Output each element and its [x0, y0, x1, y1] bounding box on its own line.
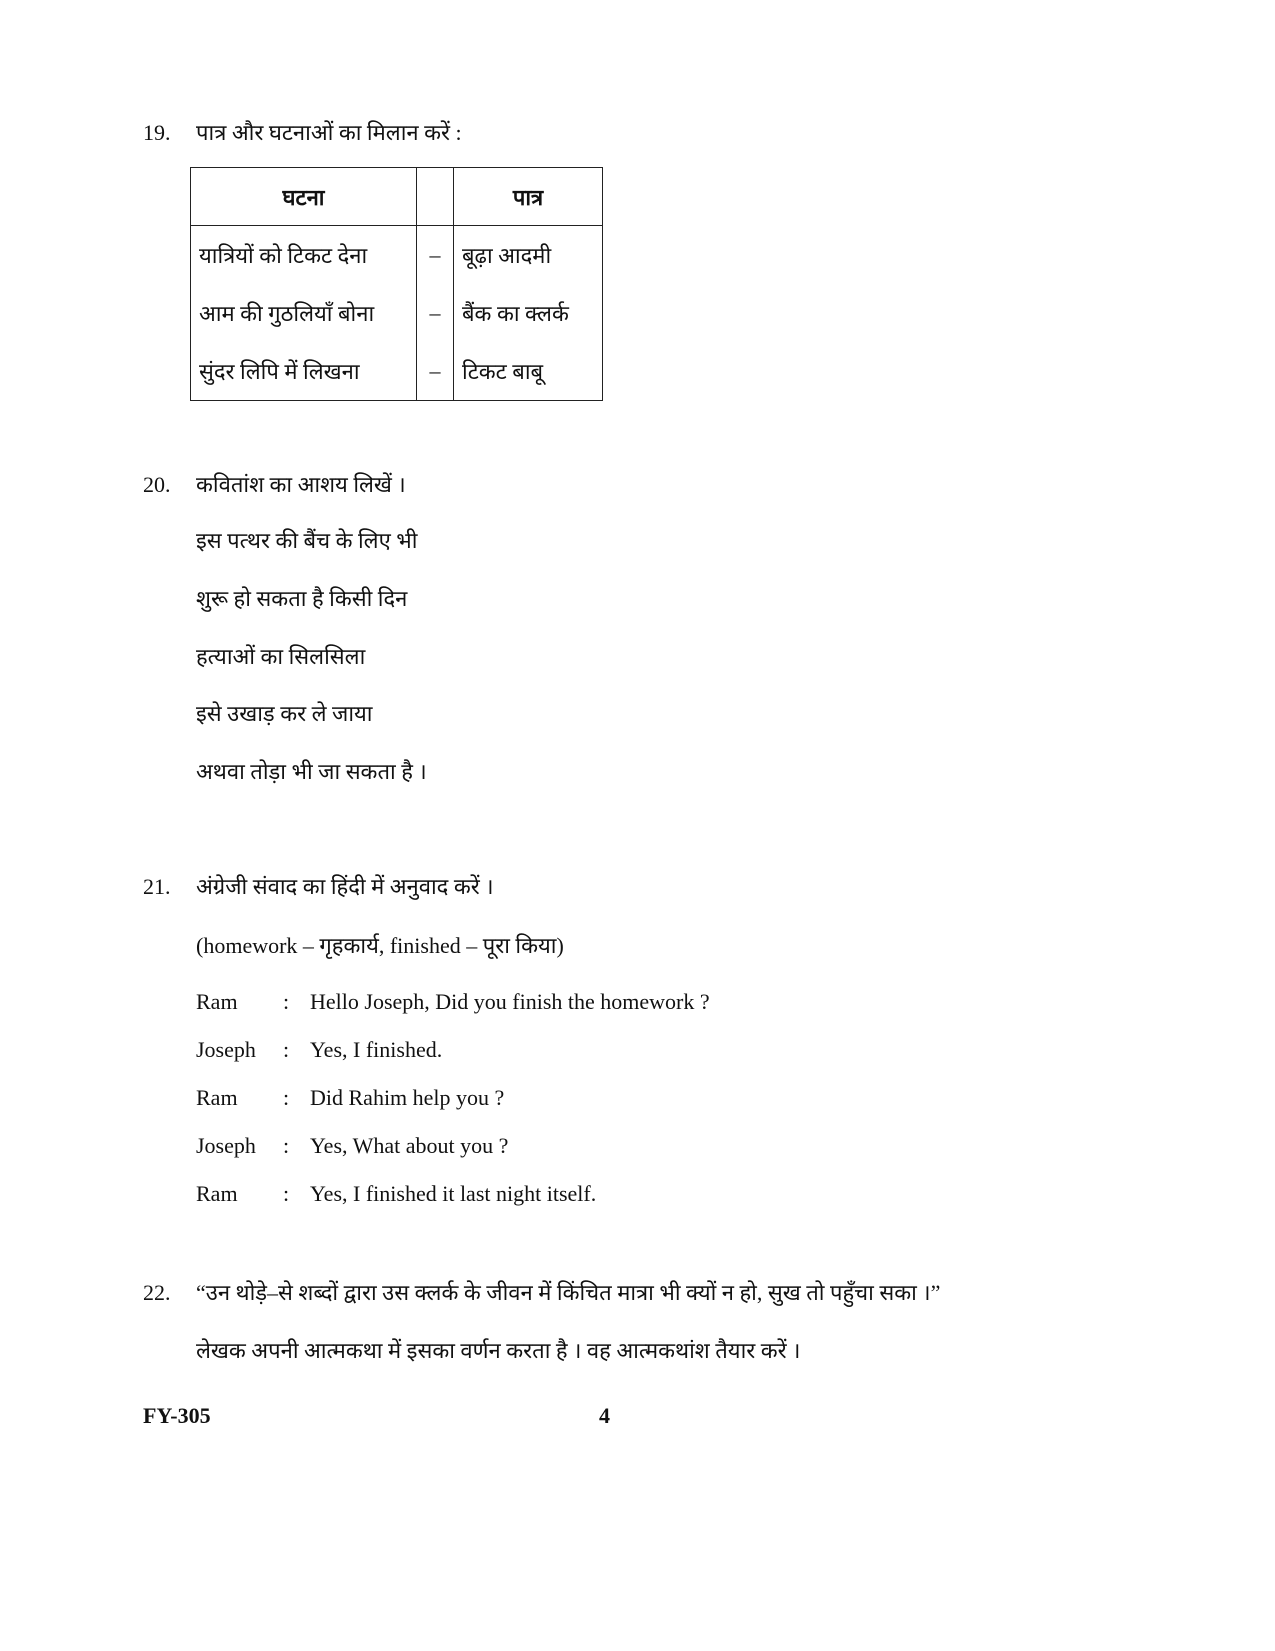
dialogue-colon: :: [283, 1037, 290, 1062]
q20-text: कवितांश का आशय लिखें ।: [196, 472, 406, 497]
dialogue-colon: :: [283, 1133, 290, 1158]
poem-line: इस पत्थर की बैंच के लिए भी: [196, 528, 418, 553]
dialogue-line: Yes, What about you ?: [310, 1133, 509, 1158]
q22-text: लेखक अपनी आत्मकथा में इसका वर्णन करता है । वह आत्मकथांश तैयार करें ।: [196, 1338, 801, 1363]
character-cell: टिकट बाबू: [454, 342, 603, 401]
dialogue-colon: :: [283, 1085, 290, 1110]
q19-number: 19.: [143, 120, 171, 145]
q21-text: अंग्रेजी संवाद का हिंदी में अनुवाद करें ।: [196, 874, 494, 899]
dialogue-speaker: Joseph: [196, 1133, 256, 1158]
event-cell: सुंदर लिपि में लिखना: [191, 342, 417, 401]
poem-line: अथवा तोड़ा भी जा सकता है ।: [196, 759, 427, 784]
table-row: [191, 342, 603, 401]
header-character: पात्र: [454, 168, 603, 226]
q22-number: 22.: [143, 1280, 171, 1305]
table-row: [191, 284, 603, 342]
poem-line: शुरू हो सकता है किसी दिन: [196, 586, 408, 611]
q20-number: 20.: [143, 472, 171, 497]
poem-line: इसे उखाड़ कर ले जाया: [196, 701, 373, 726]
table-row: [191, 226, 603, 285]
character-cell: बैंक का क्लर्क: [454, 284, 603, 342]
page-number: 4: [599, 1403, 610, 1428]
dialogue-speaker: Joseph: [196, 1037, 256, 1062]
dialogue-line: Hello Joseph, Did you finish the homework ?: [310, 989, 710, 1014]
table-header-row: [191, 168, 603, 226]
dash-cell: –: [417, 226, 454, 285]
dash-cell: –: [417, 342, 454, 401]
dialogue-line: Yes, I finished it last night itself.: [310, 1181, 597, 1206]
q21-hint: (homework – गृहकार्य, finished – पूरा किया): [196, 933, 564, 958]
q19-text: पात्र और घटनाओं का मिलान करें :: [196, 120, 462, 145]
dash-cell: –: [417, 284, 454, 342]
dialogue-speaker: Ram: [196, 1085, 238, 1110]
dialogue-speaker: Ram: [196, 1181, 238, 1206]
poem-line: हत्याओं का सिलसिला: [196, 644, 366, 669]
dialogue-speaker: Ram: [196, 989, 238, 1014]
header-blank: [417, 168, 454, 226]
dialogue-colon: :: [283, 989, 290, 1014]
dialogue-line: Did Rahim help you ?: [310, 1085, 505, 1110]
dialogue-colon: :: [283, 1181, 290, 1206]
q21-number: 21.: [143, 874, 171, 899]
event-cell: आम की गुठलियाँ बोना: [191, 284, 417, 342]
character-cell: बूढ़ा आदमी: [454, 226, 603, 285]
dialogue-line: Yes, I finished.: [310, 1037, 443, 1062]
paper-code: FY-305: [143, 1403, 211, 1428]
header-event: घटना: [191, 168, 417, 226]
match-table: [190, 167, 603, 401]
q22-quote: “उन थोड़े–से शब्दों द्वारा उस क्लर्क के जीवन में किंचित मात्रा भी क्यों न हो, सुख तो पहुँचा सका ।”: [196, 1280, 941, 1305]
event-cell: यात्रियों को टिकट देना: [191, 226, 417, 285]
